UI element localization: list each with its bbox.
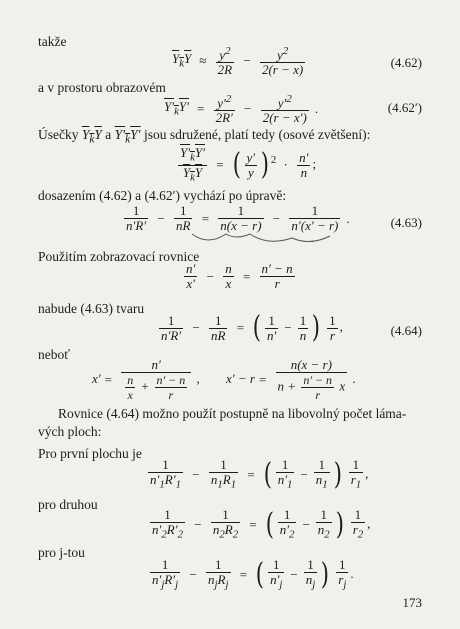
equation-surface-j: $\frac{1}{n'_jR'_j}$ − $\frac{1}{n_jR_j}$ = ( $\frac{1}{n'_j}$ − $\frac{1}{n_j}$ ) $\frac{1}{r_j}$ . — [152, 556, 354, 592]
equation-4-62-prime: $Y'_kY'$ = $\frac{y'^2}{2R'}$ − $\frac{y'^2}{2(r - x')}$ . — [164, 93, 319, 126]
equation-number-4-64: (4.64) — [390, 323, 422, 338]
text-dosazenim: dosazením (4.62) a (4.62′) vychází po úpravě: — [38, 188, 287, 203]
text-rovnice-line1: Rovnice (4.64) možno použít postupně na libovolný počet láma- — [58, 406, 407, 421]
text-pouzitim: Použitím zobrazovací rovnice — [38, 249, 200, 264]
text-takze: takže — [38, 34, 67, 49]
equation-surface-1: $\frac{1}{n'_1R'_1}$ − $\frac{1}{n_1R_1}$ = ( $\frac{1}{n'_1}$ − $\frac{1}{n_1}$ ) $\frac{1}{r_1}$ , — [150, 456, 369, 492]
text-prvni: Pro první plochu je — [38, 446, 142, 461]
text-usecky-prefix: Úsečky — [38, 127, 79, 142]
text-usecky-suffix: jsou sdružené, platí tedy (osové zvětšení): — [143, 127, 371, 142]
equation-imaging: $\frac{n'}{x'}$ − $\frac{n}{x}$ = $\frac{n' - n}{r}$ — [186, 261, 293, 291]
equation-number-4-62-prime: (4.62′) — [387, 100, 422, 115]
page-number: 173 — [402, 595, 422, 610]
equation-number-4-63: (4.63) — [390, 215, 422, 230]
equation-4-64: $\frac{1}{n'R'}$ − $\frac{1}{nR}$ = ( $\frac{1}{n'}$ − $\frac{1}{n}$ ) $\frac{1}{r}$ , — [161, 310, 343, 345]
equation-4-62: $Y_kY$ ≈ $\frac{y^2}{2R}$ − $\frac{y^2}{2(r - x)}$ — [172, 45, 304, 78]
equation-x-prime: x′ = n′ $\frac{n}{x}$ + $\frac{n' - n}{r}$ , — [92, 357, 200, 402]
text-druhou: pro druhou — [38, 497, 98, 512]
text-nabude: nabude (4.63) tvaru — [38, 301, 145, 316]
text-usecky: Úsečky $Y_kY$ a $Y'_kY'$ jsou sdružené, platí tedy (osové zvětšení): — [38, 127, 371, 146]
equation-axial-magnification: $\frac{Y'_kY'}{Y_kY}$ = ( $\frac{y'}{y}$ ) $^2$ · $\frac{n'}{n}$ ; — [180, 145, 317, 184]
text-rovnice-line2: vých ploch: — [38, 424, 102, 439]
equation-surface-2: $\frac{1}{n'_2R'_2}$ − $\frac{1}{n_2R_2}$ = ( $\frac{1}{n'_2}$ − $\frac{1}{n_2}$ ) $\frac{1}{r_2}$ , — [152, 506, 371, 542]
equation-4-63: $\frac{1}{n'R'}$ − $\frac{1}{nR}$ = $\frac{1}{n(x - r)}$ − $\frac{1}{n'(x' - r)}$ . — [126, 203, 350, 233]
text-v-prostoru: a v prostoru obrazovém — [38, 80, 166, 95]
equation-x-minus-r: x′ − r = n(x − r) n + $\frac{n' - n}{r}$ x . — [226, 357, 356, 402]
text-usecky-a: a — [105, 127, 112, 142]
text-jtou: pro j-tou — [38, 545, 85, 560]
text-nebot: neboť — [38, 347, 71, 362]
equation-number-4-62: (4.62) — [390, 55, 422, 70]
